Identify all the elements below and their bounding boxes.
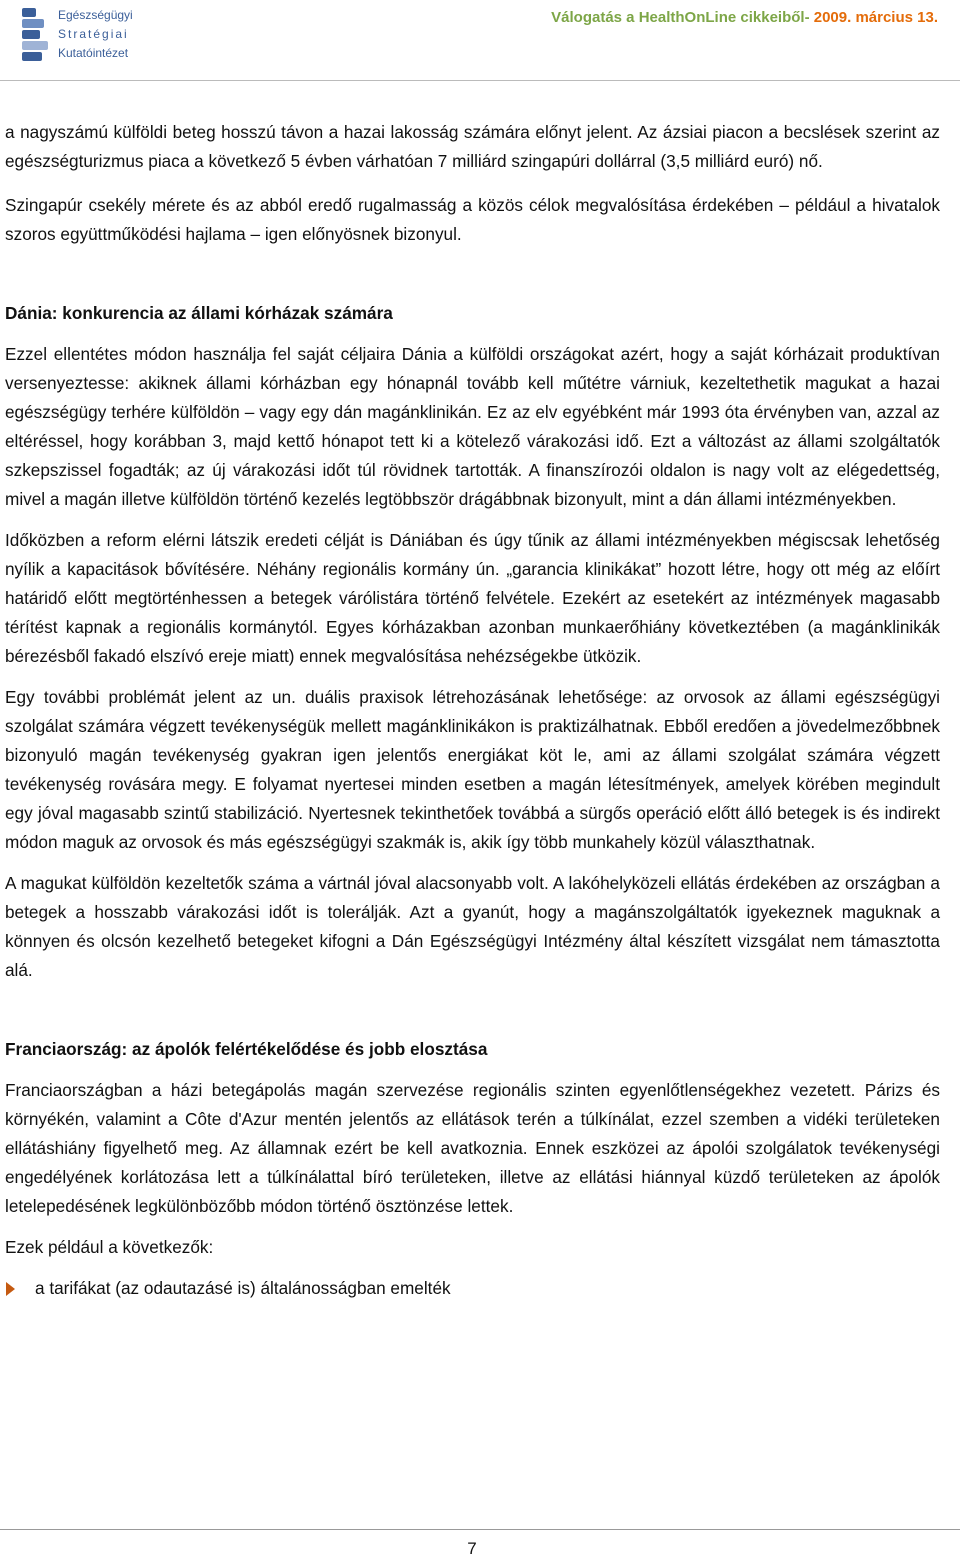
paragraph: a nagyszámú külföldi beteg hosszú távon a hazai lakosság számára előnyt jelent. Az ázsiai piacon a becslések szerint az egészségturizmus piaca a következő 5 évben várhatóan 7 milliárd szingapúri dollárral (3,5 milliárd euró) nő. bbox=[5, 122, 940, 171]
paragraph: Ezzel ellentétes módon használja fel saját céljaira Dánia a külföldi országokat azért, hogy a saját kórházait produktívan versenyeztesse: akiknek állami kórházban egy hónapnál tovább kell műtétre várniuk, kezeltethetik magukat a hazai egészségügy terhére külföldön – vagy egy dán magánklinikán. Ez az elv egyébként már 1993 óta érvényben van, azzal az eltéréssel, hogy korábban 3, majd kettő hónapot tett ki a kötelező várakozási idő. Ezt a változást az állami szolgáltatók szkepszissel fogadták; az új várakozási időt túl rövidnek tartották. A finanszírozói oldalon is nagy volt az elégedettség, mivel a magán illetve külföldön történő kezelés legtöbbször drágábbnak bizonyult, mint a dán állami intézményekben. bbox=[5, 344, 940, 509]
paragraph: Franciaországban a házi betegápolás magán szervezése regionális szinten egyenlőtlenségekhez vezetett. Párizs és környékén, valamint a Côte d'Azur mentén jelentős az ellátások terén a túlkínálat, ezzel szemben a vidéki területeken ellátáshiány figyelhető meg. Az államnak ezért be kell avatkoznia. Ennek eszközei az ápolói szolgálatok tevékenységi engedélyének korlátozása lett a túlkínálattal bíró területeken, illetve az ellátási hiánnyal küzdő területeken az ápolók letelepedésének legkülönbözőbb módon történő ösztönzése lettek. bbox=[5, 1080, 940, 1216]
logo-line-1: Egészségügyi bbox=[58, 8, 133, 22]
page-header bbox=[0, 0, 960, 80]
document-body bbox=[5, 118, 940, 1303]
logo-line-2: Stratégiai bbox=[58, 27, 129, 41]
logo-text bbox=[58, 6, 133, 63]
triangle-bullet-icon bbox=[6, 1282, 15, 1296]
paragraph: Ezek például a következők: bbox=[5, 1237, 214, 1257]
institute-logo bbox=[22, 6, 172, 70]
logo-bars-icon bbox=[22, 6, 50, 66]
paragraph: Szingapúr csekély mérete és az abból eredő rugalmasság a közös célok megvalósítása érdekében – például a hivatalok szoros együttműködési hajlama – igen előnyösnek bizonyul. bbox=[5, 195, 940, 244]
header-title-text: Válogatás a HealthOnLine cikkeiből- bbox=[551, 9, 810, 26]
page-number: 7 bbox=[467, 1539, 477, 1558]
list-item-text: a tarifákat (az odautazásé is) általánosságban emelték bbox=[35, 1278, 451, 1298]
paragraph: A magukat külföldön kezeltetők száma a vártnál jóval alacsonyabb volt. A lakóhelyközeli ellátás érdekében az országban a betegek a hosszabb várakozási időt is tolerálják. Azt a gyanút, hogy a magánszolgáltatók igyekeznek maguknak a könnyen és olcsón kezelhető betegeket kifogni a Dán Egészségügyi Intézmény által készített vizsgálat nem támasztotta alá. bbox=[5, 873, 940, 980]
footer-divider bbox=[0, 1529, 960, 1530]
paragraph: Időközben a reform elérni látszik eredeti célját is Dániában és úgy tűnik az állami intézményekben mégiscsak lehetőség nyílik a kapacitások bővítésére. Néhány regionális kormány ún. „garancia klinikákat” hozott létre, hogy ott még az előírt határidő előtt megtörténhessen a betegek várólistára történő felvétele. Ezekért az esetekért az intézmények magasabb térítést kapnak a regionális kormánytól. Egyes kórházakban azonban munkaerőhiány következtében (a magánklinikák bérezésből fakadó elszívó ereje miatt) ennek megvalósítása nehézségekbe ütközik. bbox=[5, 530, 940, 666]
section-heading-dania: Dánia: konkurencia az állami kórházak számára bbox=[5, 303, 393, 323]
list-item bbox=[5, 1274, 940, 1303]
paragraph: Egy további problémát jelent az un. duális praxisok létrehozásának lehetősége: az orvosok az állami egészségügyi szolgálat számára végzett tevékenységük mellett magánklinikákon is praktizálhatnak. Ebből eredően a jövedelmezőbbnek bizonyuló magán tevékenység gyakran igen jelentős energiákat köt le, ami az állami szolgálat számára végzett tevékenység rovására megy. E folyamat nyertesei minden esetben a magán létesítmények, amelyek körében megindult egy jóval magasabb szintű stabilizáció. Nyertesnek tekinthetőek továbbá a sürgős operáció előtt álló betegek is és indirekt módon maguk az orvosok és más egészségügyi szakmák is, akik így több munkahely közül választhatnak. bbox=[5, 687, 940, 852]
section-heading-franciaorszag: Franciaország: az ápolók felértékelődése és jobb elosztása bbox=[5, 1039, 488, 1059]
header-divider bbox=[0, 80, 960, 81]
header-title bbox=[551, 9, 938, 26]
logo-line-3: Kutatóintézet bbox=[58, 46, 129, 60]
header-date: 2009. március 13. bbox=[813, 9, 938, 26]
